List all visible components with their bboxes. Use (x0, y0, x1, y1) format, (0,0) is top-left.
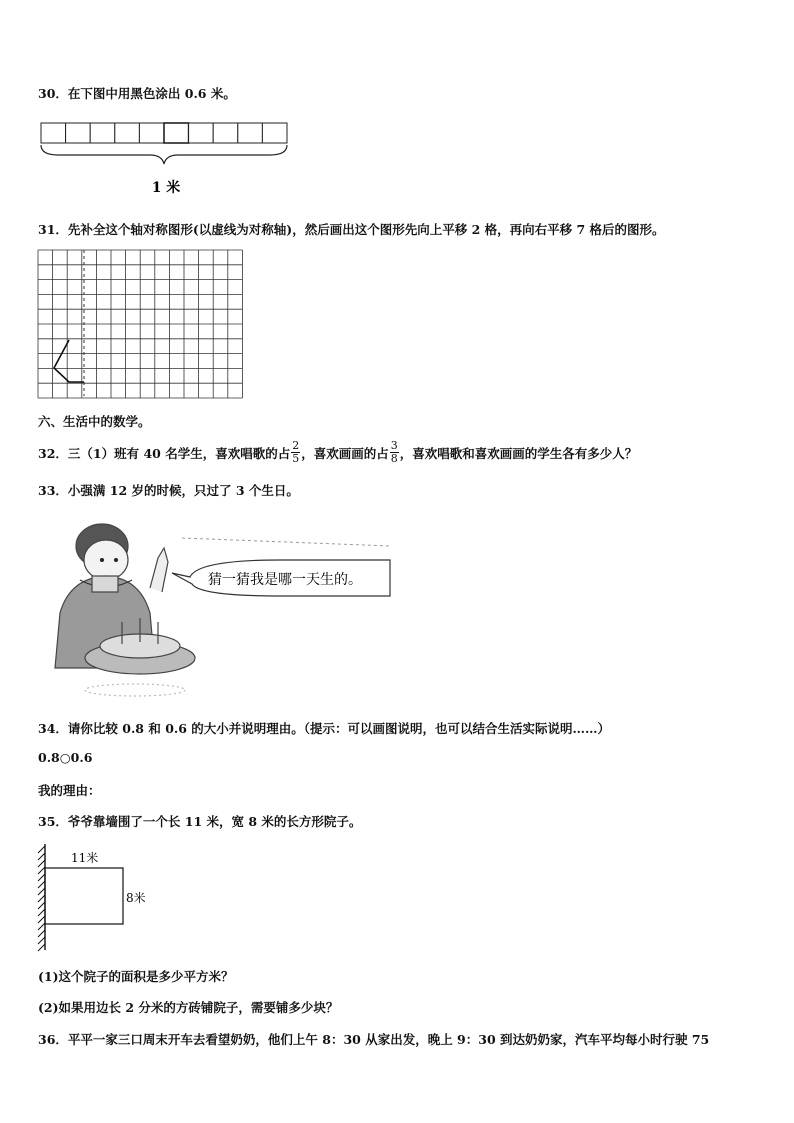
frac1-denominator: 5 (292, 452, 300, 465)
brace-label: 1 米 (151, 180, 181, 196)
fraction-two-fifths (291, 440, 300, 465)
meter-strip-diagram (38, 118, 294, 200)
reason-label: 我的理由： (38, 783, 101, 798)
wall-hatch-line (38, 895, 45, 902)
frac2-denominator: 8 (390, 452, 398, 465)
wall-hatch-line (38, 874, 45, 881)
comparison-expression: 0.8○0.6 (38, 750, 93, 765)
question-35: 35．爷爷靠墙围了一个长 11 米，宽 8 米的长方形院子。 (38, 814, 362, 829)
wall-hatch-line (38, 944, 45, 951)
wall-hatch-line (38, 860, 45, 867)
wall-hatch-line (38, 923, 45, 930)
half-figure (54, 340, 84, 382)
strip-cell (139, 123, 164, 143)
speech-text: 猜一猜我是哪一天生的。 (208, 572, 362, 588)
q32-suffix: ，喜欢唱歌和喜欢画画的学生各有多少人？ (399, 445, 638, 461)
strip-cell (90, 123, 115, 143)
width-label: 8米 (126, 891, 146, 905)
length-label: 11米 (71, 851, 99, 865)
strip-cell (238, 123, 263, 143)
fraction-three-eighths (390, 440, 399, 465)
wall-hatch-line (38, 902, 45, 909)
wall-hatch-line (38, 930, 45, 937)
yard-rectangle (45, 868, 123, 924)
wall-hatch-line (38, 881, 45, 888)
question-34: 34．请你比较 0.8 和 0.6 的大小并说明理由。（提示：可以画图说明，也可以结合生活实际说明……） (38, 721, 611, 736)
wall-hatch-line (38, 867, 45, 874)
section-heading: 六、生活中的数学。 (38, 414, 151, 429)
question-32 (38, 440, 637, 465)
wall-hatch-line (38, 937, 45, 944)
yard-diagram (34, 842, 164, 954)
strip-cell (164, 123, 189, 143)
wall-hatch-line (38, 888, 45, 895)
brace (41, 145, 287, 164)
strip-cell (262, 123, 287, 143)
symmetry-grid (36, 248, 246, 400)
frac2-numerator: 3 (390, 439, 398, 452)
eye (100, 558, 104, 562)
question-31: 31．先补全这个轴对称图形(以虚线为对称轴)，然后画出这个图形先向上平移 2 格，再向右平移 7 格后的图形。 (38, 222, 665, 237)
boy-illustration (40, 518, 394, 700)
strip-cell (66, 123, 91, 143)
question-35-part-2: (2)如果用边长 2 分米的方砖铺院子，需要铺多少块？ (38, 1000, 339, 1015)
wall-hatch-line (38, 846, 45, 853)
q32-middle: ，喜欢画画的占 (301, 445, 389, 461)
question-33: 33．小强满 12 岁的时候，只过了 3 个生日。 (38, 483, 299, 498)
strip-cell (115, 123, 140, 143)
question-35-part-1: (1)这个院子的面积是多少平方米？ (38, 969, 234, 984)
wall-hatch-line (38, 909, 45, 916)
strip-cell (41, 123, 66, 143)
question-36: 36．平平一家三口周末开车去看望奶奶，他们上午 8：30 从家出发，晚上 9：30 到达奶奶家，汽车平均每小时行驶 75 (38, 1032, 710, 1047)
question-30: 30．在下图中用黑色涂出 0.6 米。 (38, 86, 236, 101)
strip-cell (213, 123, 238, 143)
q32-prefix: 32．三（1）班有 40 名学生，喜欢唱歌的占 (38, 445, 291, 461)
wall-hatch-line (38, 853, 45, 860)
strip-cell (189, 123, 214, 143)
wall-hatch-line (38, 916, 45, 923)
eye (114, 558, 118, 562)
frac1-numerator: 2 (292, 439, 300, 452)
